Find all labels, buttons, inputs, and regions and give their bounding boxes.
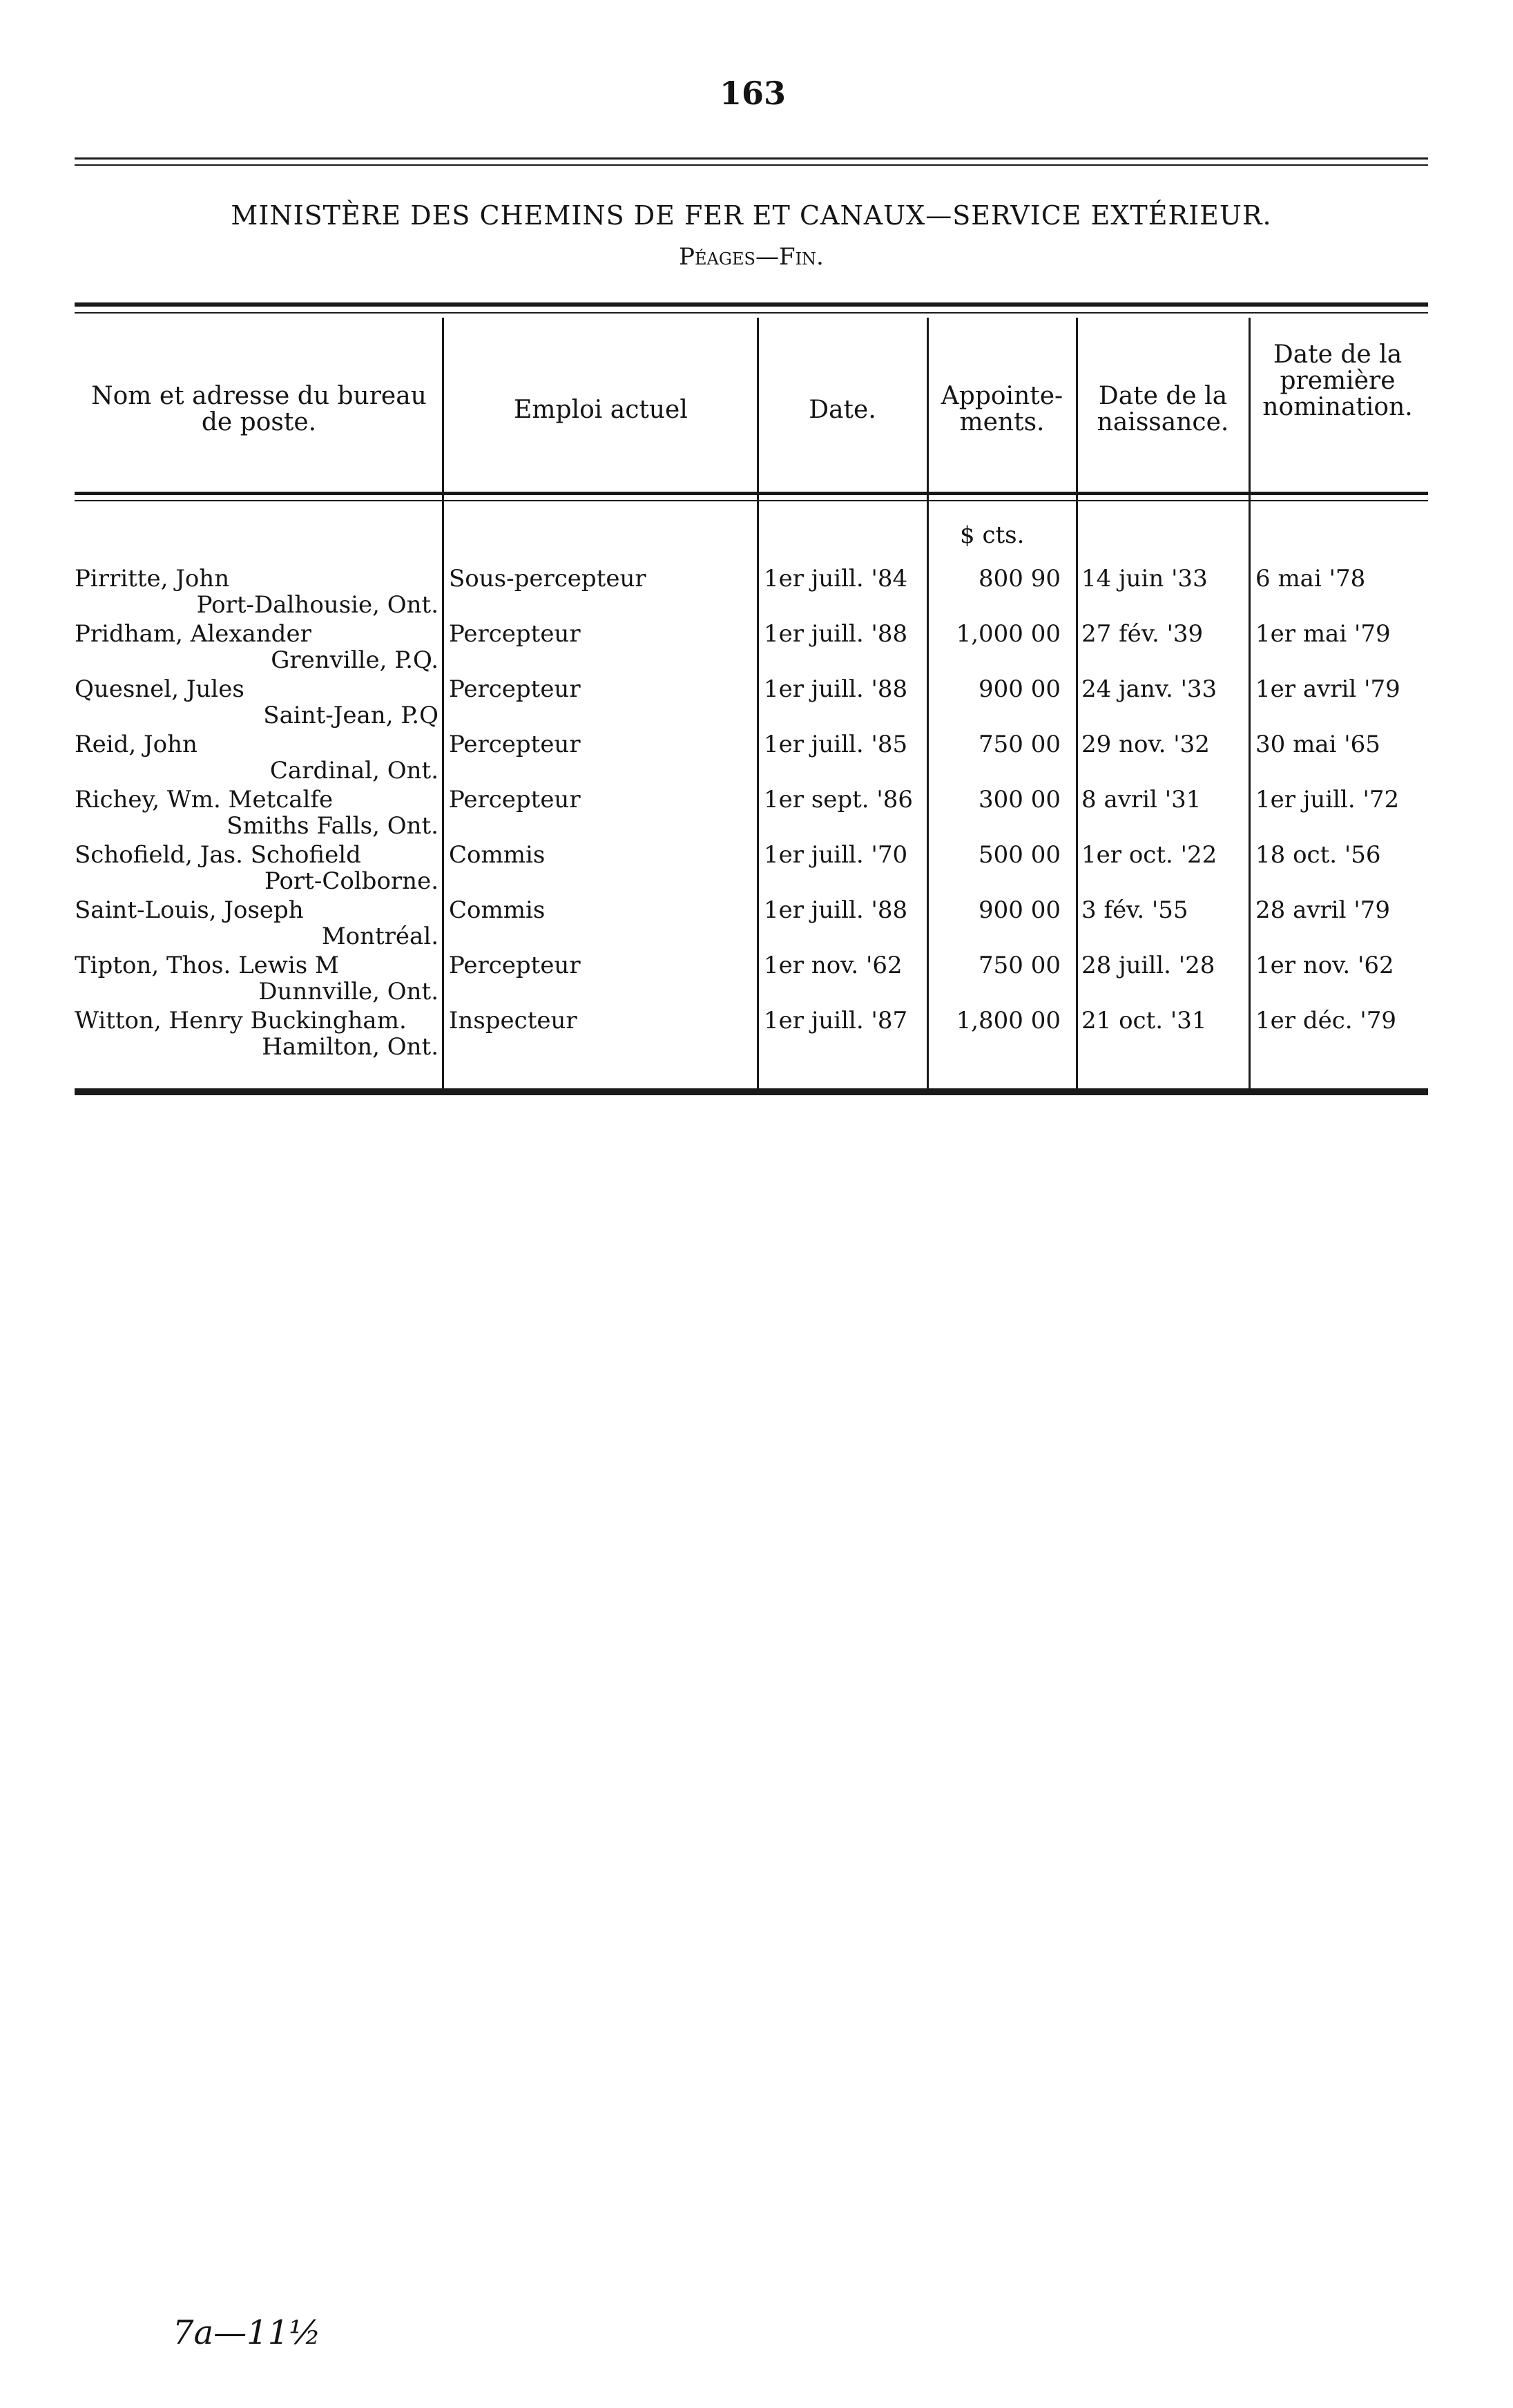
row-name: Tipton, Thos. Lewis M: [75, 952, 339, 979]
row-date: 1er juill. '70: [764, 841, 908, 869]
row-emploi: Percepteur: [449, 786, 581, 813]
row-amount: 1,800 00: [956, 1007, 1061, 1034]
row-address: Cardinal, Ont.: [269, 757, 439, 784]
row-date: 1er juill. '87: [764, 1007, 908, 1034]
row-amount: 300 00: [979, 786, 1061, 813]
header-rule-2: [75, 500, 1428, 501]
row-emploi: Percepteur: [449, 731, 581, 758]
row-date: 1er juill. '88: [764, 675, 908, 703]
header-nomination: Date de la première nomination.: [1262, 340, 1413, 421]
header-name-text: Nom et adresse du bureau de poste.: [91, 382, 427, 436]
column-divider: [927, 318, 929, 1091]
row-name: Quesnel, Jules: [75, 675, 244, 703]
row-emploi: Commis: [449, 841, 546, 869]
header-emploi: Emploi actuel: [514, 396, 688, 424]
row-name: Pirritte, John: [75, 565, 230, 593]
top-rule: [75, 157, 1428, 160]
header-name: [79, 383, 439, 436]
row-birth: 24 janv. '33: [1081, 675, 1217, 703]
row-emploi: Commis: [449, 896, 546, 924]
row-address: Port-Dalhousie, Ont.: [196, 591, 439, 619]
row-emploi: Percepteur: [449, 620, 581, 648]
row-amount: 500 00: [979, 841, 1061, 869]
row-nomination: 1er avril '79: [1255, 675, 1400, 703]
column-divider: [1076, 318, 1078, 1091]
row-nomination: 30 mai '65: [1255, 731, 1380, 758]
row-nomination: 18 oct. '56: [1255, 841, 1381, 869]
page-title: MINISTÈRE DES CHEMINS DE FER ET CANAUX—SERVICE EXTÉRIEUR.: [231, 200, 1272, 231]
row-birth: 27 fév. '39: [1081, 620, 1204, 648]
row-emploi: Percepteur: [449, 675, 581, 703]
row-name: Richey, Wm. Metcalfe: [75, 786, 334, 813]
row-date: 1er nov. '62: [764, 952, 903, 979]
row-birth: 28 juill. '28: [1081, 952, 1215, 979]
row-nomination: 1er déc. '79: [1255, 1007, 1396, 1034]
row-address: Grenville, P.Q.: [271, 646, 439, 674]
table-top-rule-2: [75, 312, 1428, 314]
row-emploi: Percepteur: [449, 952, 581, 979]
row-date: 1er juill. '88: [764, 620, 908, 648]
footer-signature: 7a—11½: [173, 2313, 321, 2352]
row-address: Dunnville, Ont.: [258, 978, 439, 1005]
table-top-rule: [75, 302, 1428, 307]
row-birth: 3 fév. '55: [1081, 896, 1188, 924]
currency-label: $ cts.: [960, 521, 1025, 549]
row-amount: 750 00: [979, 731, 1061, 758]
row-emploi: Inspecteur: [449, 1007, 577, 1034]
page-number: 163: [719, 75, 787, 112]
row-nomination: 1er mai '79: [1255, 620, 1391, 648]
row-date: 1er juill. '85: [764, 731, 908, 758]
row-emploi: Sous-percepteur: [449, 565, 646, 593]
column-divider: [1249, 318, 1251, 1091]
row-amount: 1,000 00: [956, 620, 1061, 648]
row-name: Saint-Louis, Joseph: [75, 896, 304, 924]
row-nomination: 6 mai '78: [1255, 565, 1366, 593]
row-amount: 900 00: [979, 675, 1061, 703]
header-appointements: Appointe-ments.: [941, 382, 1063, 436]
row-nomination: 1er juill. '72: [1255, 786, 1400, 813]
row-date: 1er juill. '84: [764, 565, 908, 593]
row-date: 1er sept. '86: [764, 786, 914, 813]
row-name: Pridham, Alexander: [75, 620, 311, 648]
top-rule-2: [75, 164, 1428, 166]
row-birth: 14 juin '33: [1081, 565, 1208, 593]
page-subtitle: Péages—Fin.: [679, 243, 824, 271]
header-naissance: Date de la naissance.: [1097, 382, 1229, 436]
table-bottom-rule: [75, 1088, 1428, 1095]
row-address: Hamilton, Ont.: [262, 1033, 439, 1061]
row-name: Reid, John: [75, 731, 197, 758]
row-address: Saint-Jean, P.Q: [263, 702, 439, 729]
row-name: Schofield, Jas. Schofield: [75, 841, 361, 869]
row-date: 1er juill. '88: [764, 896, 908, 924]
row-nomination: 1er nov. '62: [1255, 952, 1394, 979]
row-address: Montréal.: [321, 923, 439, 950]
row-name: Witton, Henry Buckingham.: [75, 1007, 407, 1034]
header-date: Date.: [809, 396, 876, 424]
row-amount: 900 00: [979, 896, 1061, 924]
column-divider: [757, 318, 759, 1091]
row-birth: 21 oct. '31: [1081, 1007, 1207, 1034]
row-birth: 29 nov. '32: [1081, 731, 1210, 758]
row-address: Port-Colborne.: [264, 867, 439, 895]
row-birth: 1er oct. '22: [1081, 841, 1217, 869]
row-address: Smiths Falls, Ont.: [227, 812, 439, 840]
row-birth: 8 avril '31: [1081, 786, 1202, 813]
column-divider: [442, 318, 444, 1091]
row-amount: 750 00: [979, 952, 1061, 979]
row-nomination: 28 avril '79: [1255, 896, 1390, 924]
header-rule: [75, 492, 1428, 495]
row-amount: 800 90: [979, 565, 1061, 593]
